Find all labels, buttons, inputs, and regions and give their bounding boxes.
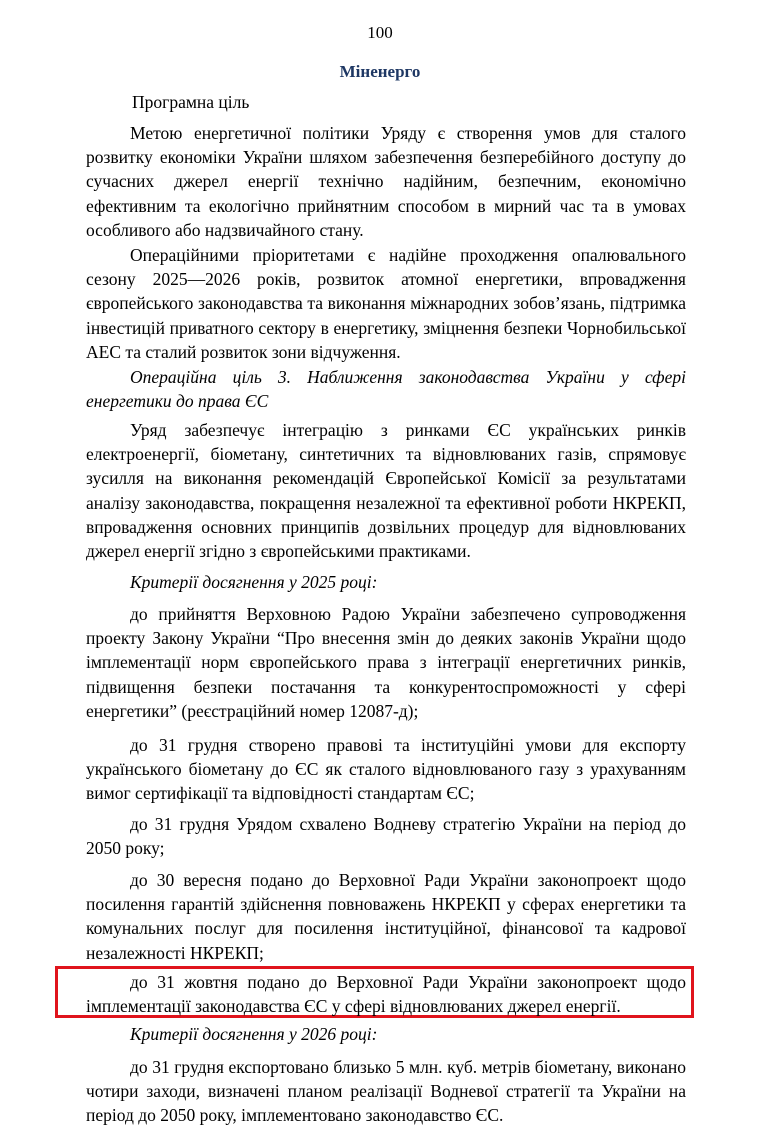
- criteria-2026-paragraph: до 31 грудня експортовано близько 5 млн. куб. метрів біометану, виконано чотири заходи, визначені планом реалізації Водневої стратегії та України на період до 2050 року, імплементовано законодавство ЄС.: [86, 1057, 686, 1126]
- operational-goal-3-paragraph: Уряд забезпечує інтеграцію з ринками ЄС українських ринків електроенергії, біометану, синтетичних та відновлюваних газів, спрямовує зусилля на виконання рекомендацій Європейської Комісії за результатами аналізу законодавства, покращення незалежної та ефективної роботи НКРЕКП, впровадження основних принципів дозвільних процедур для відновлюваних джерел енергії згідно з європейськими практиками.: [86, 420, 686, 562]
- ministry-title: Міненерго: [339, 62, 421, 81]
- program-goal-label: Програмна ціль: [132, 92, 250, 112]
- program-goal-paragraph: Метою енергетичної політики Уряду є створення умов для сталого розвитку економіки України шляхом забезпечення безперебійного доступу до сучасних джерел енергії технічно надійним, безпечним, економічно ефективним та екологічно прийнятним способом в мирний час та в умовах особливого або надзвичайного стану.: [86, 123, 686, 240]
- criteria-2025-item: до 30 вересня подано до Верховної Ради України законопроект щодо посилення гарантій здійснення повноважень НКРЕКП у сферах енергетики та комунальних послуг для посилення інституційної, фінансової та кадрової незалежності НКРЕКП;: [86, 870, 686, 963]
- criteria-2025-heading: Критерії досягнення у 2025 році:: [130, 572, 378, 592]
- criteria-2025-item-highlighted: до 31 жовтня подано до Верховної Ради України законопроект щодо імплементації законодавства ЄС у сфері відновлюваних джерел енергії.: [86, 972, 686, 1017]
- operational-priorities-paragraph: Операційними пріоритетами є надійне проходження опалювального сезону 2025—2026 років, розвиток атомної енергетики, впровадження європейського законодавства та виконання міжнародних зобов’язань, підтримка інвестицій приватного сектору в енергетику, зміцнення безпеки Чорнобильської АЕС та сталий розвиток зони відчуження.: [86, 245, 686, 362]
- operational-goal-3-heading: Операційна ціль 3. Наближення законодавства України у сфері енергетики до права ЄС: [86, 367, 686, 412]
- criteria-2025-item: до 31 грудня створено правові та інституційні умови для експорту українського біометану до ЄС як сталого відновлюваного газу з урахуванням вимог сертифікації та відповідності стандартам ЄС;: [86, 735, 686, 804]
- criteria-2025-item: до 31 грудня Урядом схвалено Водневу стратегію України на період до 2050 року;: [86, 814, 686, 859]
- criteria-2025-item: до прийняття Верховною Радою України забезпечено супроводження проекту Закону України “Про внесення змін до деяких законів України щодо імплементації норм європейського права з інтеграції енергетичних ринків, підвищення безпеки постачання та конкурентоспроможності у сфері енергетики” (реєстраційний номер 12087-д);: [86, 604, 686, 721]
- criteria-2026-heading: Критерії досягнення у 2026 році:: [130, 1024, 378, 1044]
- page-number: 100: [367, 23, 393, 42]
